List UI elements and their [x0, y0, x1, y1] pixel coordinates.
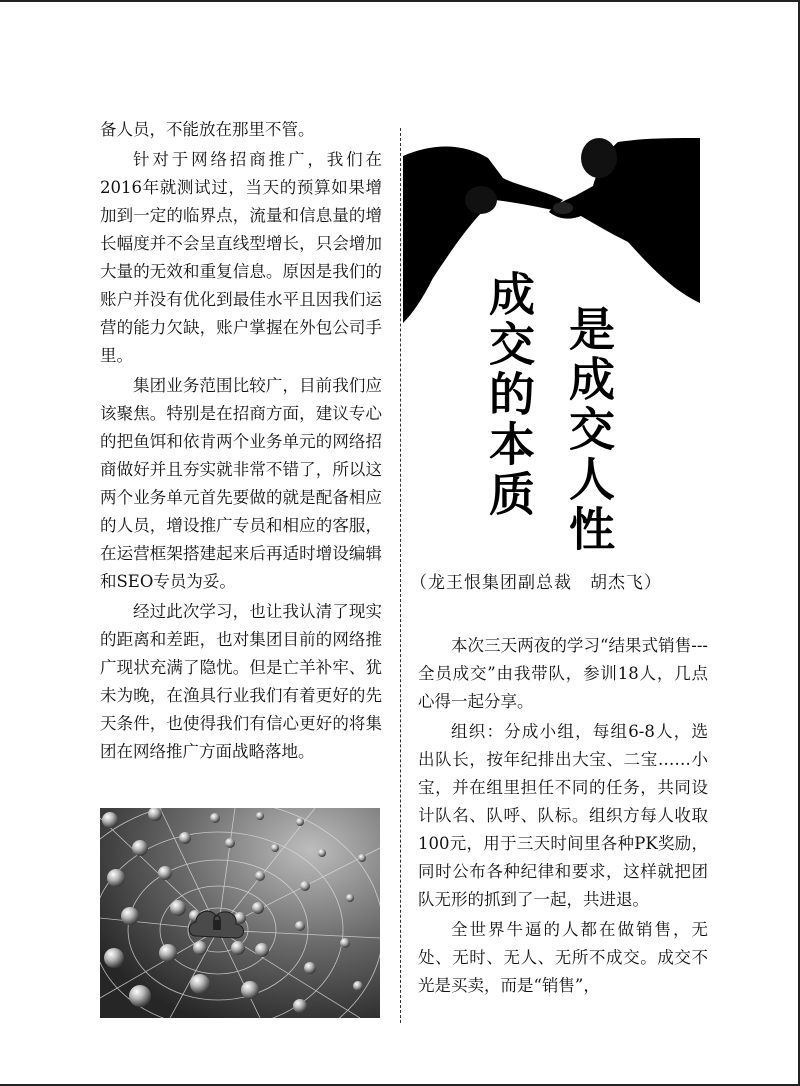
- network-sphere-image: [100, 808, 380, 1018]
- left-paragraph-2: 集团业务范围比较广，目前我们应该聚焦。特别是在招商方面，建议专心的把鱼饵和依肯两个业务单元的网络招商做好并且夯实就非常不错了，所以这两个业务单元首先要做的就是配备相应的人员，增设推广专员和相应的客服，在运营框架搭建起来后再适时增设编辑和SEO专员为妥。: [100, 376, 382, 591]
- author-byline: （龙王恨集团副总裁 胡杰飞）: [410, 573, 662, 593]
- headline-line-2: 是成交人性: [562, 305, 616, 555]
- handshake-silhouette-image: [403, 128, 700, 323]
- headline-line-1: 成交的本质: [482, 270, 536, 520]
- left-paragraph-3: 经过此次学习，也让我认清了现实的距离和差距，也对集团目前的网络推广现状充满了隐忧。但是亡羊补牢、犹未为晚，在渔具行业我们有着更好的先天条件，也使得我们有信心更好的将集团在网络推广方面战略落地。: [100, 602, 382, 761]
- right-paragraph-2: 组织：分成小组，每组6-8人，选出队长，按年纪排出大宝、二宝……小宝，并在组里担任不同的任务，共同设计队名、队呼、队标。组织方每人收取100元，用于三天时间里各种PK奖励，同时公布各种纪律和要求，这样就把团队无形的抓到了一起，共进退。: [418, 722, 708, 909]
- right-paragraph-1: 本次三天两夜的学习“结果式销售---全员成交”由我带队，参训18人，几点心得一起分享。: [418, 636, 708, 711]
- column-divider: [400, 128, 401, 1023]
- left-paragraph-1: 针对于网络招商推广，我们在2016年就测试过，当天的预算如果增加到一定的临界点，流量和信息量的增长幅度并不会呈直线型增长，只会增加大量的无效和重复信息。原因是我们的账户并没有优化到最佳水平且因我们运营的能力欠缺，账户掌握在外包公司手里。: [100, 150, 382, 365]
- right-paragraph-3: 全世界牛逼的人都在做销售，无处、无时、无人、无所不成交。成交不光是买卖，而是“销售”，: [418, 920, 708, 995]
- left-paragraph-0: 备人员，不能放在那里不管。: [100, 120, 315, 139]
- left-article-column: [100, 116, 382, 768]
- right-article-column: [418, 632, 708, 1002]
- page-frame-top: [0, 0, 800, 2]
